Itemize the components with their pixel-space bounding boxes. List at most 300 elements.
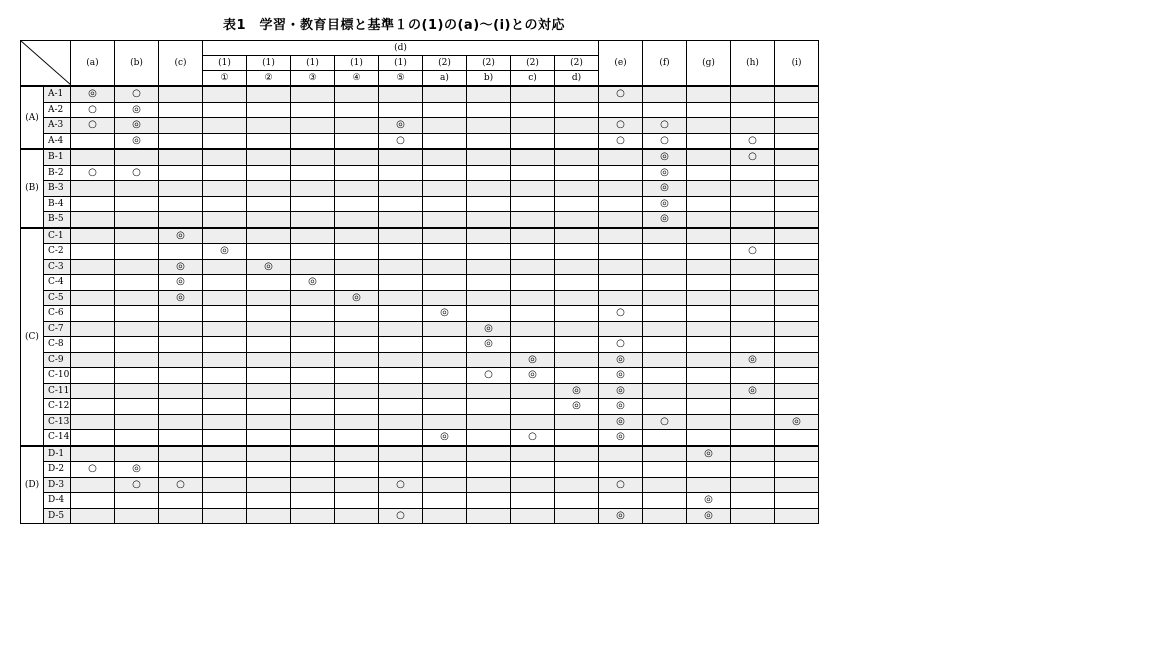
table-row: [21, 446, 819, 462]
double-circle-mark: ◎: [572, 384, 581, 396]
mark-cell: [247, 228, 291, 244]
mark-cell: [335, 133, 379, 149]
mark-cell: [115, 399, 159, 415]
group-label: (D): [21, 446, 44, 524]
mark-cell: [687, 446, 731, 462]
table-row: [21, 118, 819, 134]
double-circle-mark: ◎: [132, 119, 141, 131]
mark-cell: [775, 118, 819, 134]
double-circle-mark: ◎: [132, 103, 141, 115]
mark-cell: [203, 149, 247, 165]
table-row: [21, 508, 819, 524]
d-subheader-bottom-5: ⑤: [379, 71, 423, 87]
mark-cell: [335, 352, 379, 368]
mark-cell: [467, 133, 511, 149]
mark-cell: [775, 352, 819, 368]
mark-cell: [379, 321, 423, 337]
double-circle-mark: ◎: [660, 151, 669, 163]
row-id: C-13: [44, 414, 71, 430]
mark-cell: [203, 493, 247, 509]
mark-cell: [599, 133, 643, 149]
mark-cell: [291, 244, 335, 260]
mark-cell: [379, 306, 423, 322]
double-circle-mark: ◎: [616, 415, 625, 427]
mark-cell: [115, 337, 159, 353]
mark-cell: [599, 290, 643, 306]
mark-cell: [643, 462, 687, 478]
mark-cell: [687, 259, 731, 275]
mark-cell: [643, 165, 687, 181]
mark-cell: [687, 368, 731, 384]
circle-mark: ○: [88, 166, 97, 178]
mark-cell: [379, 493, 423, 509]
row-id: C-1: [44, 228, 71, 244]
mark-cell: [775, 196, 819, 212]
mark-cell: [115, 290, 159, 306]
row-id: B-2: [44, 165, 71, 181]
mark-cell: [599, 477, 643, 493]
mark-cell: [599, 352, 643, 368]
mark-cell: [247, 430, 291, 446]
row-id: B-4: [44, 196, 71, 212]
mark-cell: [643, 399, 687, 415]
double-circle-mark: ◎: [616, 369, 625, 381]
mark-cell: [247, 446, 291, 462]
mark-cell: [467, 149, 511, 165]
mark-cell: [775, 181, 819, 197]
mark-cell: [599, 102, 643, 118]
group-label: (C): [21, 228, 44, 446]
mark-cell: [379, 244, 423, 260]
double-circle-mark: ◎: [616, 431, 625, 443]
mark-cell: [467, 118, 511, 134]
mark-cell: [247, 321, 291, 337]
mark-cell: [379, 133, 423, 149]
mark-cell: [115, 414, 159, 430]
group-label: (B): [21, 149, 44, 228]
mark-cell: [335, 228, 379, 244]
double-circle-mark: ◎: [132, 463, 141, 475]
mark-cell: [687, 352, 731, 368]
mark-cell: [687, 399, 731, 415]
mark-cell: [511, 352, 555, 368]
table-row: [21, 133, 819, 149]
mark-cell: [775, 228, 819, 244]
mark-cell: [159, 399, 203, 415]
row-id: D-2: [44, 462, 71, 478]
table-row: [21, 477, 819, 493]
mark-cell: [643, 275, 687, 291]
mark-cell: [291, 430, 335, 446]
mark-cell: [643, 181, 687, 197]
row-id: C-3: [44, 259, 71, 275]
double-circle-mark: ◎: [660, 197, 669, 209]
mark-cell: [555, 102, 599, 118]
d-subheader-bottom-9: d): [555, 71, 599, 87]
mark-cell: [775, 306, 819, 322]
row-id: C-9: [44, 352, 71, 368]
mark-cell: [423, 477, 467, 493]
mark-cell: [71, 493, 115, 509]
mark-cell: [423, 133, 467, 149]
d-subheader-bottom-7: b): [467, 71, 511, 87]
mark-cell: [247, 86, 291, 102]
mark-cell: [379, 462, 423, 478]
mark-cell: [115, 306, 159, 322]
mark-cell: [467, 86, 511, 102]
mark-cell: [731, 133, 775, 149]
mark-cell: [599, 337, 643, 353]
mark-cell: [423, 430, 467, 446]
mark-cell: [159, 493, 203, 509]
mark-cell: [115, 149, 159, 165]
mark-cell: [599, 383, 643, 399]
mark-cell: [511, 446, 555, 462]
mark-cell: [555, 462, 599, 478]
mark-cell: [379, 290, 423, 306]
mark-cell: [247, 508, 291, 524]
mark-cell: [159, 149, 203, 165]
double-circle-mark: ◎: [660, 166, 669, 178]
mark-cell: [467, 290, 511, 306]
mark-cell: [423, 275, 467, 291]
circle-mark: ○: [748, 151, 757, 163]
mark-cell: [379, 368, 423, 384]
table-row: [21, 149, 819, 165]
mark-cell: [555, 212, 599, 228]
row-id: B-3: [44, 181, 71, 197]
mark-cell: [423, 259, 467, 275]
mark-cell: [115, 86, 159, 102]
mark-cell: [731, 321, 775, 337]
mark-cell: [511, 165, 555, 181]
circle-mark: ○: [616, 307, 625, 319]
table-title: 表1 学習・教育目標と基準１の(1)の(a)〜(i)との対応: [223, 18, 565, 33]
circle-mark: ○: [616, 478, 625, 490]
mark-cell: [379, 430, 423, 446]
mark-cell: [511, 228, 555, 244]
mark-cell: [423, 118, 467, 134]
mark-cell: [159, 508, 203, 524]
mark-cell: [379, 196, 423, 212]
col-header-a: (a): [71, 41, 115, 87]
double-circle-mark: ◎: [484, 322, 493, 334]
mark-cell: [71, 275, 115, 291]
mark-cell: [423, 165, 467, 181]
mark-cell: [467, 368, 511, 384]
mark-cell: [775, 446, 819, 462]
mark-cell: [687, 306, 731, 322]
mark-cell: [775, 337, 819, 353]
mark-cell: [247, 399, 291, 415]
mark-cell: [379, 228, 423, 244]
mark-cell: [775, 383, 819, 399]
mark-cell: [599, 430, 643, 446]
mark-cell: [247, 352, 291, 368]
mark-cell: [379, 165, 423, 181]
table-row: [21, 86, 819, 102]
mark-cell: [599, 399, 643, 415]
mark-cell: [335, 290, 379, 306]
d-subheader-bottom-2: ②: [247, 71, 291, 87]
mark-cell: [115, 181, 159, 197]
mark-cell: [687, 102, 731, 118]
mark-cell: [511, 102, 555, 118]
row-id: B-1: [44, 149, 71, 165]
mark-cell: [423, 493, 467, 509]
table-row: [21, 228, 819, 244]
circle-mark: ○: [396, 509, 405, 521]
mark-cell: [775, 508, 819, 524]
row-id: C-14: [44, 430, 71, 446]
mark-cell: [511, 212, 555, 228]
mark-cell: [247, 493, 291, 509]
mark-cell: [335, 212, 379, 228]
mark-cell: [467, 414, 511, 430]
d-subheader-bottom-1: ①: [203, 71, 247, 87]
circle-mark: ○: [660, 134, 669, 146]
mark-cell: [599, 321, 643, 337]
row-id: C-10: [44, 368, 71, 384]
table-row: [21, 352, 819, 368]
mark-cell: [599, 86, 643, 102]
mark-cell: [71, 181, 115, 197]
mark-cell: [379, 149, 423, 165]
mark-cell: [203, 212, 247, 228]
mark-cell: [159, 102, 203, 118]
mark-cell: [203, 321, 247, 337]
mark-cell: [115, 133, 159, 149]
mark-cell: [731, 196, 775, 212]
mark-cell: [335, 181, 379, 197]
mark-cell: [599, 508, 643, 524]
mark-cell: [687, 383, 731, 399]
row-id: A-1: [44, 86, 71, 102]
mark-cell: [555, 430, 599, 446]
row-id: C-11: [44, 383, 71, 399]
mark-cell: [159, 477, 203, 493]
mark-cell: [555, 290, 599, 306]
mark-cell: [731, 102, 775, 118]
mark-cell: [731, 462, 775, 478]
mark-cell: [335, 196, 379, 212]
mark-cell: [115, 508, 159, 524]
mark-cell: [643, 133, 687, 149]
col-header-c: (c): [159, 41, 203, 87]
col-header-e: (e): [599, 41, 643, 87]
circle-mark: ○: [484, 369, 493, 381]
mark-cell: [643, 259, 687, 275]
mark-cell: [115, 212, 159, 228]
mark-cell: [247, 290, 291, 306]
mark-cell: [203, 306, 247, 322]
mark-cell: [159, 133, 203, 149]
mark-cell: [511, 86, 555, 102]
table-row: [21, 306, 819, 322]
diagonal-line: [21, 41, 71, 85]
mark-cell: [159, 181, 203, 197]
mark-cell: [511, 196, 555, 212]
d-subheader-top-5: (1): [379, 56, 423, 71]
mark-cell: [335, 118, 379, 134]
mark-cell: [71, 352, 115, 368]
mark-cell: [775, 321, 819, 337]
circle-mark: ○: [616, 119, 625, 131]
double-circle-mark: ◎: [176, 260, 185, 272]
double-circle-mark: ◎: [660, 213, 669, 225]
table-row: [21, 383, 819, 399]
mark-cell: [335, 306, 379, 322]
mark-cell: [775, 477, 819, 493]
col-header-i: (i): [775, 41, 819, 87]
mark-cell: [423, 102, 467, 118]
mark-cell: [71, 306, 115, 322]
mark-cell: [71, 228, 115, 244]
mark-cell: [599, 414, 643, 430]
mark-cell: [335, 102, 379, 118]
mark-cell: [115, 118, 159, 134]
mark-cell: [335, 86, 379, 102]
mark-cell: [511, 399, 555, 415]
mark-cell: [159, 383, 203, 399]
circle-mark: ○: [616, 134, 625, 146]
double-circle-mark: ◎: [176, 291, 185, 303]
mark-cell: [643, 337, 687, 353]
mark-cell: [731, 383, 775, 399]
mark-cell: [159, 228, 203, 244]
double-circle-mark: ◎: [748, 384, 757, 396]
double-circle-mark: ◎: [616, 353, 625, 365]
mark-cell: [203, 165, 247, 181]
mark-cell: [71, 446, 115, 462]
circle-mark: ○: [748, 245, 757, 257]
mark-cell: [643, 118, 687, 134]
mark-cell: [247, 383, 291, 399]
mark-cell: [71, 133, 115, 149]
circle-mark: ○: [88, 119, 97, 131]
mark-cell: [247, 244, 291, 260]
mark-cell: [335, 430, 379, 446]
table-row: [21, 196, 819, 212]
mark-cell: [247, 414, 291, 430]
mark-cell: [643, 430, 687, 446]
mark-cell: [555, 259, 599, 275]
mark-cell: [731, 430, 775, 446]
circle-mark: ○: [616, 88, 625, 100]
mark-cell: [203, 181, 247, 197]
mark-cell: [555, 118, 599, 134]
mark-cell: [687, 165, 731, 181]
col-header-g: (g): [687, 41, 731, 87]
mark-cell: [599, 212, 643, 228]
mark-cell: [379, 383, 423, 399]
mark-cell: [71, 86, 115, 102]
mark-cell: [731, 149, 775, 165]
mark-cell: [731, 118, 775, 134]
mark-cell: [203, 133, 247, 149]
mark-cell: [291, 337, 335, 353]
mark-cell: [203, 228, 247, 244]
mark-cell: [247, 133, 291, 149]
mark-cell: [115, 228, 159, 244]
table-row: [21, 212, 819, 228]
mark-cell: [159, 306, 203, 322]
mark-cell: [115, 446, 159, 462]
mark-cell: [115, 244, 159, 260]
mark-cell: [731, 212, 775, 228]
mark-cell: [511, 306, 555, 322]
table-row: [21, 275, 819, 291]
mark-cell: [687, 212, 731, 228]
mark-cell: [467, 430, 511, 446]
mark-cell: [467, 508, 511, 524]
mark-cell: [203, 196, 247, 212]
mark-cell: [247, 165, 291, 181]
mark-cell: [247, 477, 291, 493]
mark-cell: [555, 399, 599, 415]
mark-cell: [555, 352, 599, 368]
mark-cell: [247, 212, 291, 228]
mark-cell: [731, 352, 775, 368]
mark-cell: [775, 430, 819, 446]
mark-cell: [203, 102, 247, 118]
double-circle-mark: ◎: [176, 229, 185, 241]
mark-cell: [467, 259, 511, 275]
mark-cell: [379, 352, 423, 368]
col-header-h: (h): [731, 41, 775, 87]
mark-cell: [643, 352, 687, 368]
mark-cell: [203, 430, 247, 446]
double-circle-mark: ◎: [264, 260, 273, 272]
mark-cell: [687, 149, 731, 165]
mark-cell: [643, 368, 687, 384]
mark-cell: [731, 181, 775, 197]
mark-cell: [511, 321, 555, 337]
mark-cell: [159, 118, 203, 134]
mark-cell: [467, 383, 511, 399]
mark-cell: [291, 508, 335, 524]
table-row: [21, 181, 819, 197]
mark-cell: [731, 368, 775, 384]
mark-cell: [643, 212, 687, 228]
table-row: [21, 290, 819, 306]
mark-cell: [115, 430, 159, 446]
mark-cell: [159, 462, 203, 478]
mark-cell: [511, 181, 555, 197]
mark-cell: [291, 196, 335, 212]
mark-cell: [511, 337, 555, 353]
mark-cell: [335, 508, 379, 524]
mark-cell: [599, 446, 643, 462]
mark-cell: [115, 196, 159, 212]
mark-cell: [643, 196, 687, 212]
row-id: A-4: [44, 133, 71, 149]
mark-cell: [467, 493, 511, 509]
mark-cell: [291, 118, 335, 134]
table-row: [21, 259, 819, 275]
mark-cell: [379, 118, 423, 134]
table-row: [21, 321, 819, 337]
double-circle-mark: ◎: [748, 353, 757, 365]
mark-cell: [423, 290, 467, 306]
mark-cell: [423, 446, 467, 462]
mark-cell: [511, 118, 555, 134]
mark-cell: [467, 462, 511, 478]
mark-cell: [775, 133, 819, 149]
double-circle-mark: ◎: [704, 447, 713, 459]
mark-cell: [775, 102, 819, 118]
row-id: A-2: [44, 102, 71, 118]
